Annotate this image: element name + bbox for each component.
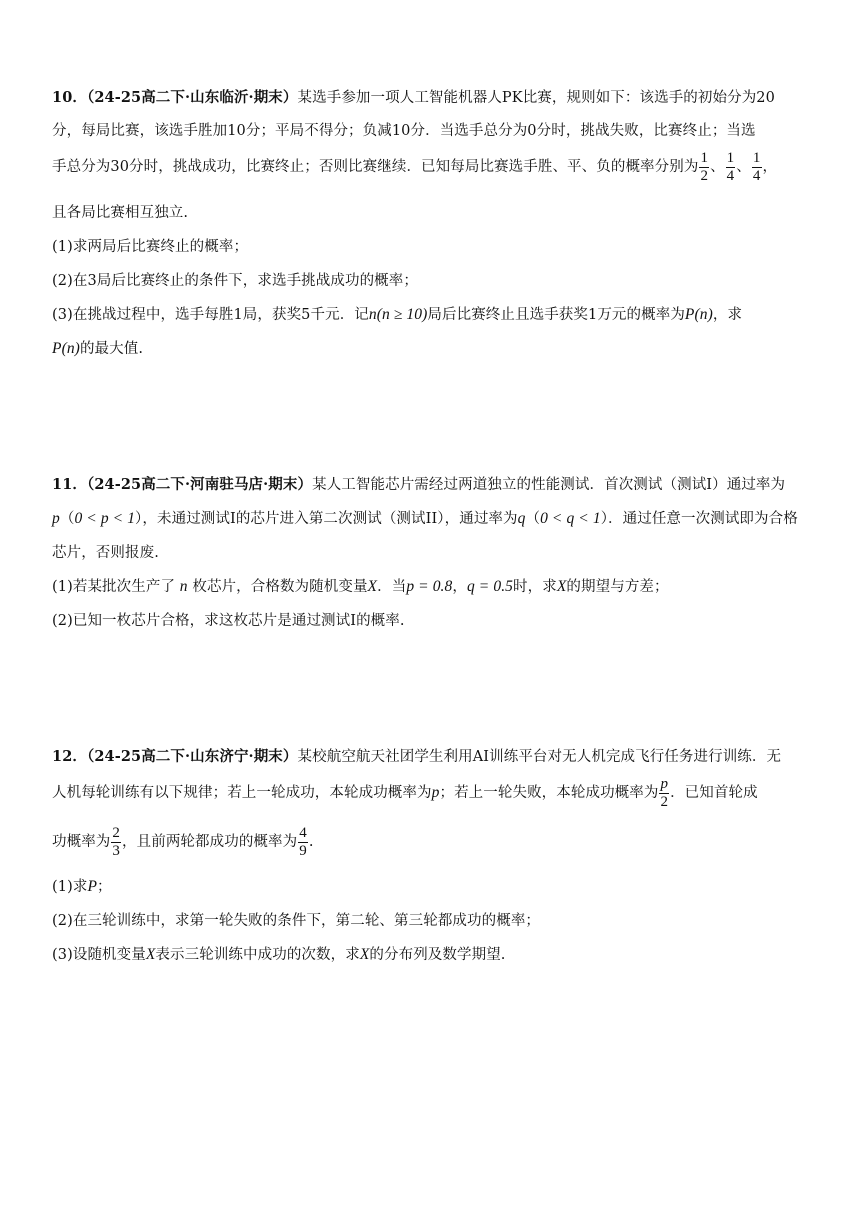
q10-part-1: (1)求两局后比赛终止的概率；	[52, 239, 249, 255]
question-text: 某校航空航天社团学生利用AI训练平台对无人机完成飞行任务进行训练．无	[297, 749, 782, 765]
question-text: 手总分为30分时，挑战成功，比赛终止；否则比赛继续．已知每局比赛选手胜、平、负的概率分别为	[52, 159, 699, 175]
fraction-win: $\frac{1}{2}$	[700, 149, 709, 184]
question-number: 11．	[52, 476, 87, 493]
question-text: 且各局比赛相互独立.	[52, 205, 189, 221]
fraction-four-ninths: $\frac{4}{9}$	[299, 824, 307, 859]
q11-part-2: (2)已知一枚芯片合格，求这枚芯片是通过测试I的概率.	[52, 613, 405, 629]
q11-line-3: 芯片，否则报废.	[52, 545, 159, 561]
q10-line-2	[52, 121, 756, 141]
question-number: 12．	[52, 748, 87, 765]
fraction-draw: $\frac{1}{4}$	[726, 149, 735, 184]
question-text: 某人工智能芯片需经过两道独立的性能测试．首次测试（测试I）通过率为	[312, 477, 786, 493]
q11-line-2: p（0 < p < 1），未通过测试I的芯片进入第二次测试（测试II），通过率为q（0 < q < 1）．通过任意一次测试即为合格	[52, 510, 798, 527]
q10-line-3: 手总分为30分时，挑战成功，比赛终止；否则比赛继续．已知每局比赛选手胜、平、负的概率分别为 $\frac{1}{2}$ 、 $\frac{1}{4}$ 、 $\frac{1}{4}$ ，	[52, 149, 778, 184]
q12-line-1	[52, 747, 781, 767]
q12-part-2: (2)在三轮训练中，求第一轮失败的条件下，第二轮、第三轮都成功的概率；	[52, 913, 541, 929]
fraction-p-over-2: $\frac{p}{2}$	[660, 775, 669, 810]
q10-part-3-cont: P(n)的最大值.	[52, 340, 144, 357]
fraction-two-thirds: $\frac{2}{3}$	[112, 824, 121, 859]
q12-part-1: (1)求P；	[52, 878, 112, 895]
q10-line-1	[52, 88, 775, 108]
q10-part-3: (3)在挑战过程中，选手每胜1局，获奖5千元．记n(n ≥ 10)局后比赛终止且选手获奖1万元的概率为P(n)，求	[52, 306, 743, 323]
question-number: 10．	[52, 89, 87, 106]
q12-line-2: 人机每轮训练有以下规律；若上一轮成功，本轮成功概率为 p ；若上一轮失败，本轮成功概率为 $\frac{p}{2}$ ．已知首轮成	[52, 775, 758, 810]
q10-line-4	[52, 203, 188, 223]
fraction-loss: $\frac{1}{4}$	[752, 149, 761, 184]
q11-part-1: (1)若某批次生产了 n 枚芯片，合格数为随机变量X．当p = 0.8，q = 0.5时，求X的期望与方差；	[52, 578, 669, 595]
q11-line-1	[52, 475, 785, 495]
question-source: （24-25高二下·山东临沂·期末）	[86, 89, 298, 106]
question-source: （24-25高二下·山东济宁·期末）	[86, 748, 298, 765]
q12-part-3: (3)设随机变量X表示三轮训练中成功的次数，求X的分布列及数学期望.	[52, 946, 506, 963]
question-source: （24-25高二下·河南驻马店·期末）	[86, 476, 313, 493]
q10-part-2: (2)在3局后比赛终止的条件下，求选手挑战成功的概率；	[52, 273, 418, 289]
question-text: 某选手参加一项人工智能机器人PK比赛，规则如下：该选手的初始分为20	[297, 90, 775, 106]
question-text: 分，每局比赛，该选手胜加10分；平局不得分；负减10分．当选手总分为0分时，挑战失败，比赛终止；当选	[52, 123, 756, 139]
q12-line-3: 功概率为 $\frac{2}{3}$ ，且前两轮都成功的概率为 $\frac{4}{9}$ .	[52, 824, 314, 859]
